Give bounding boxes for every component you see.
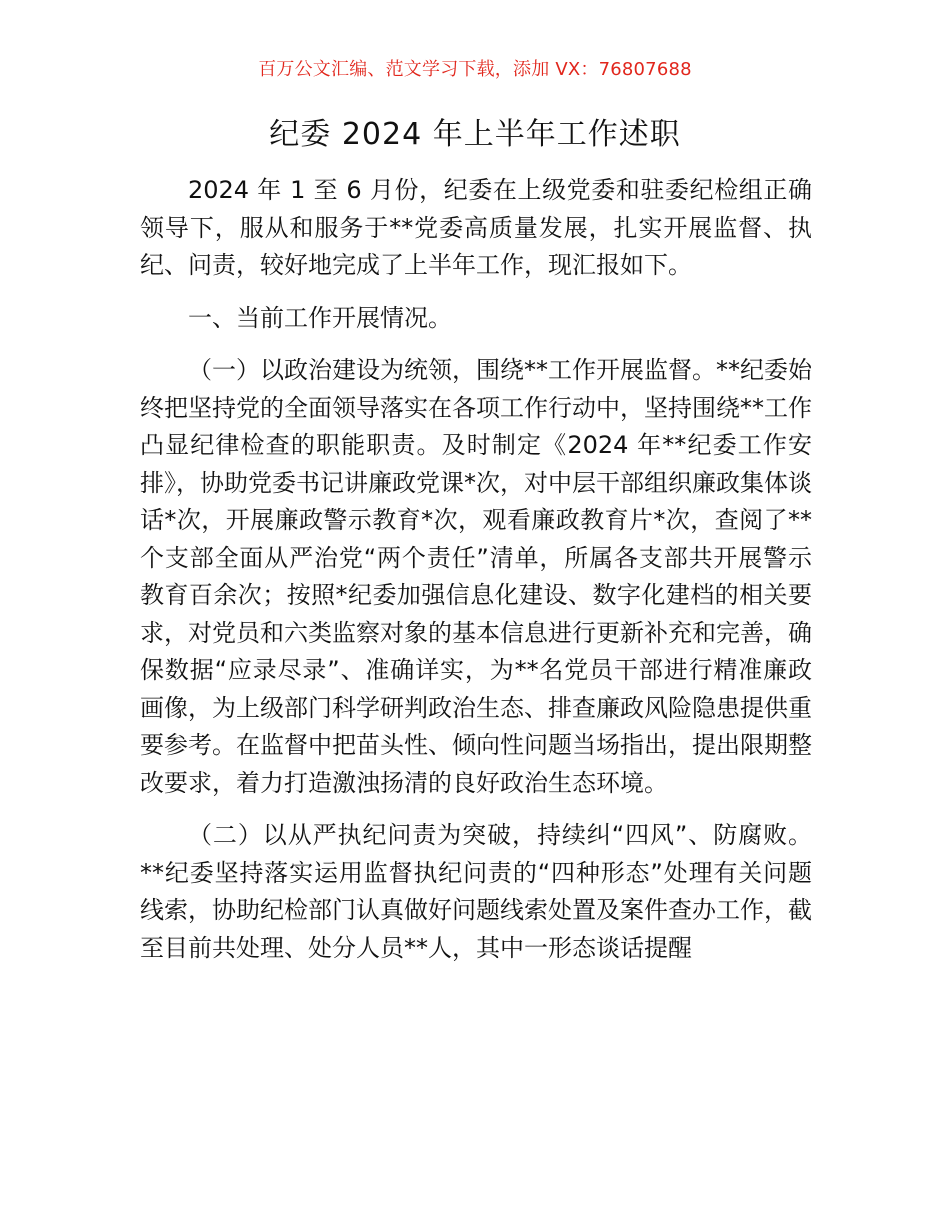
document-body bbox=[140, 172, 812, 967]
document-title: 纪委 2024 年上半年工作述职 bbox=[269, 117, 681, 152]
subsection-paragraph-1: （一）以政治建设为统领，围绕**工作开展监督。**纪委始终把坚持党的全面领导落实在各项工作行动中，坚持围绕**工作凸显纪律检查的职能职责。及时制定《2024 年**纪委工作安排》，协助党委书记讲廉政党课*次，对中层干部组织廉政集体谈话*次，开展廉政警示教育*次，观看廉政教育片*次，查阅了**个支部全面从严治党“两个责任”清单，所属各支部共开展警示教育百余次；按照*纪委加强信息化建设、数字化建档的相关要求，对党员和六类监察对象的基本信息进行更新补充和完善，确保数据“应录尽录”、准确详实，为**名党员干部进行精准廉政画像，为上级部门科学研判政治生态、排查廉政风险隐患提供重要参考。在监督中把苗头性、倾向性问题当场指出，提出限期整改要求，着力打造激浊扬清的良好政治生态环境。 bbox=[140, 356, 812, 797]
intro-paragraph: 2024 年 1 至 6 月份，纪委在上级党委和驻委纪检组正确领导下，服从和服务于**党委高质量发展，扎实开展监督、执纪、问责，较好地完成了上半年工作，现汇报如下。 bbox=[140, 176, 812, 279]
promo-header: 百万公文汇编、范文学习下载，添加 VX：76807688 bbox=[258, 59, 692, 80]
section-heading: 一、当前工作开展情况。 bbox=[188, 303, 452, 332]
subsection-paragraph-2: （二）以从严执纪问责为突破，持续纠“四风”、防腐败。**纪委坚持落实运用监督执纪问责的“四种形态”处理有关问题线索，协助纪检部门认真做好问题线索处置及案件查办工作，截至目前共处理、处分人员**人，其中一形态谈话提醒 bbox=[140, 821, 812, 962]
